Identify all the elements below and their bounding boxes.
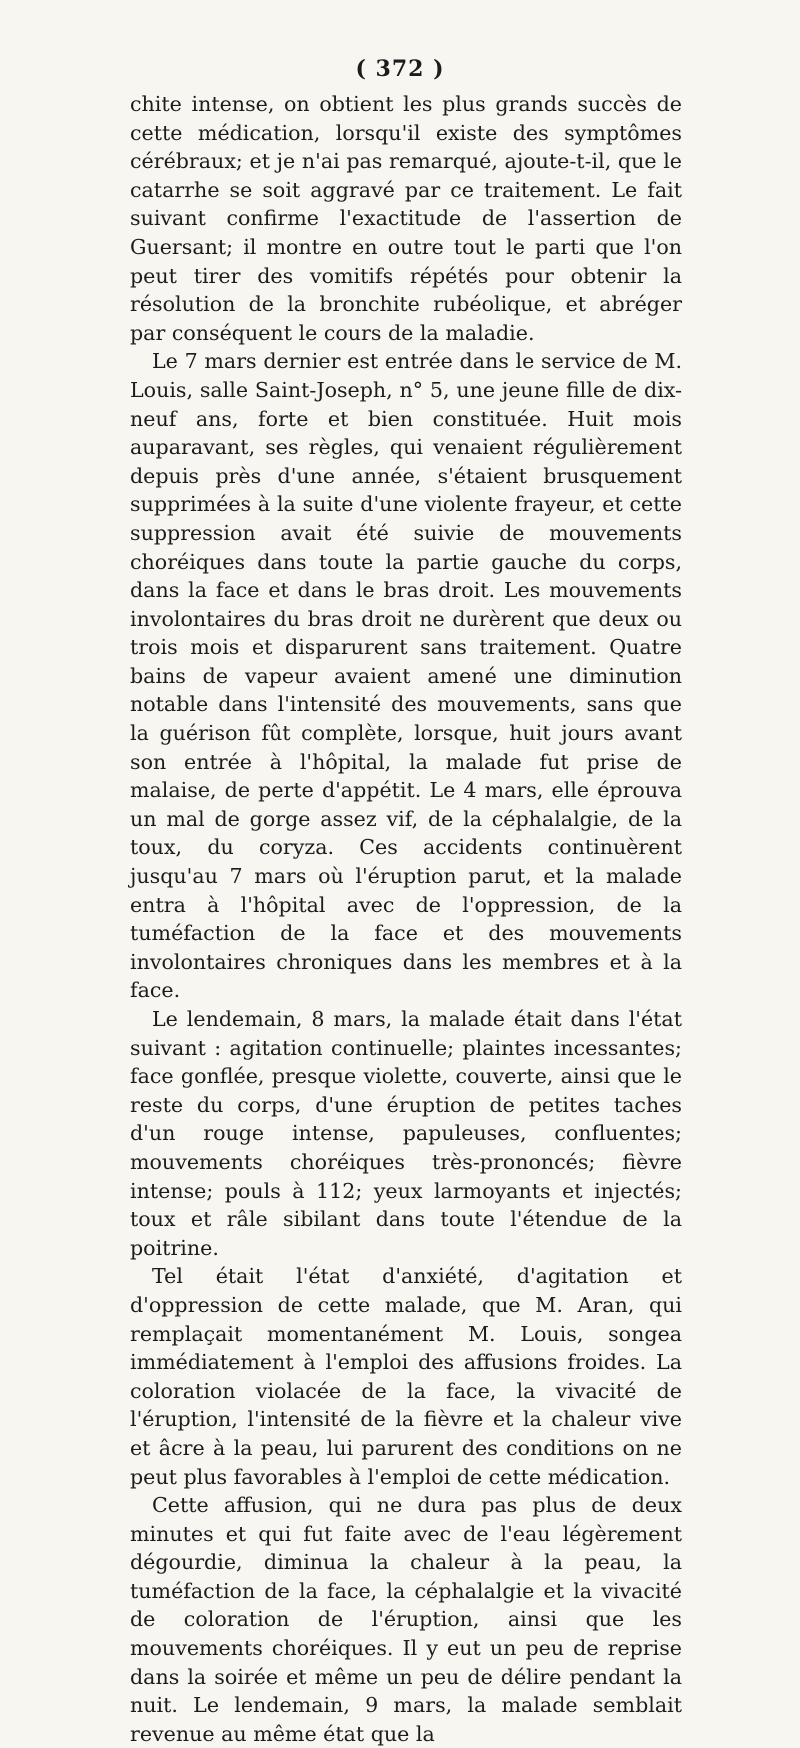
paragraph-4: Tel était l'état d'anxiété, d'agitation et d'oppression de cette malade, que M. Aran, qui remplaçait momentanément M. Louis, songea immédiatement à l'emploi des affusions froides. La coloration violacée de la face, la vivacité de l'éruption, l'intensité de la fièvre et la chaleur vive et âcre à la peau, lui parurent des conditions on ne peut plus favorables à l'emploi de cette médication. bbox=[130, 1264, 682, 1489]
page-number: ( 372 ) bbox=[355, 56, 445, 82]
paragraph-1: chite intense, on obtient les plus grands succès de cette médication, lorsqu'il existe des symptômes cérébraux; et je n'ai pas remarqué, ajoute-t-il, que le catarrhe se soit aggravé par ce traitement. Le fait suivant confirme l'exactitude de l'assertion de Guersant; il montre en outre tout le parti que l'on peut tirer des vomitifs répétés pour obtenir la résolution de la bronchite rubéolique, et abréger par conséquent le cours de la maladie. bbox=[130, 92, 682, 345]
body-text bbox=[130, 90, 682, 1748]
paragraph-5: Cette affusion, qui ne dura pas plus de deux minutes et qui fut faite avec de l'eau légèrement dégourdie, diminua la chaleur à la peau, la tuméfaction de la face, la céphalalgie et la vivacité de coloration de l'éruption, ainsi que les mouvements choréiques. Il y eut un peu de reprise dans la soirée et même un peu de délire pendant la nuit. Le lendemain, 9 mars, la malade semblait revenue au même état que la bbox=[130, 1493, 682, 1746]
paragraph-2: Le 7 mars dernier est entrée dans le service de M. Louis, salle Saint-Joseph, n° 5, une jeune fille de dix-neuf ans, forte et bien constituée. Huit mois auparavant, ses règles, qui venaient régulièrement depuis près d'une année, s'étaient brusquement supprimées à la suite d'une violente frayeur, et cette suppression avait été suivie de mouvements choréiques dans toute la partie gauche du corps, dans la face et dans le bras droit. Les mouvements involontaires du bras droit ne durèrent que deux ou trois mois et disparurent sans traitement. Quatre bains de vapeur avaient amené une diminution notable dans l'intensité des mouvements, sans que la guérison fût complète, lorsque, huit jours avant son entrée à l'hôpital, la malade fut prise de malaise, de perte d'appétit. Le 4 mars, elle éprouva un mal de gorge assez vif, de la céphalalgie, de la toux, du coryza. Ces accidents continuèrent jusqu'au 7 mars où l'éruption parut, et la malade entra à l'hôpital avec de l'oppression, de la tuméfaction de la face et des mouvements involontaires chroniques dans les membres et à la face. bbox=[130, 349, 682, 1003]
paragraph-3: Le lendemain, 8 mars, la malade était dans l'état suivant : agitation continuelle; plaintes incessantes; face gonflée, presque violette, couverte, ainsi que le reste du corps, d'une éruption de petites taches d'un rouge intense, papuleuses, confluentes; mouvements choréiques très-prononcés; fièvre intense; pouls à 112; yeux larmoyants et injectés; toux et râle sibilant dans toute l'étendue de la poitrine. bbox=[130, 1007, 682, 1260]
